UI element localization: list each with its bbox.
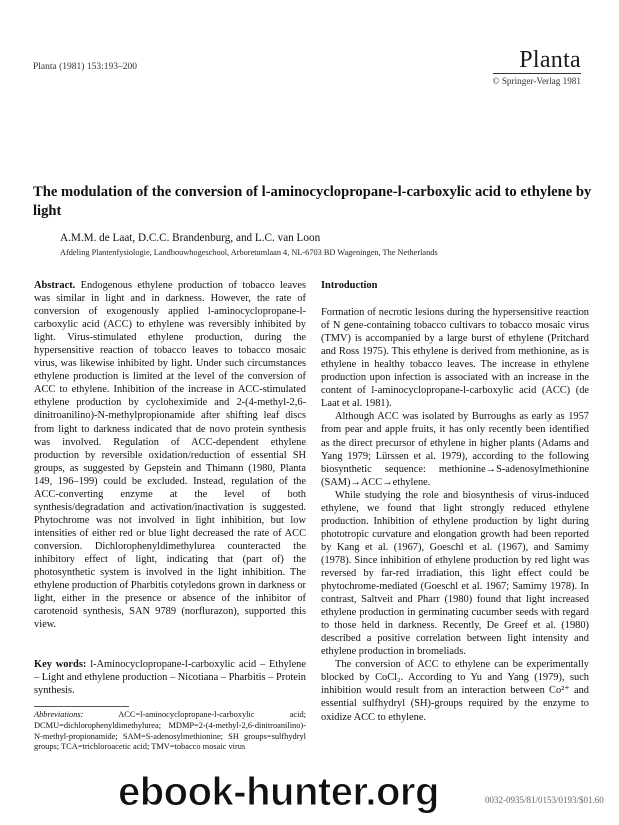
intro-paragraph: The conversion of ACC to ethylene can be experimentally blocked by CoCl₂. According to Yu and Yang (1979), such inhibition would result from an interaction between Co²⁺ and essential sulfhydryl (SH)-groups required by the enzyme to oxidize ACC to ethylene. (321, 659, 589, 723)
abbreviations-text: ACC=l-aminocyclopropane-l-carboxylic acid; DCMU=dichlorophenyldimethylurea; MDMP=2-(4-methyl-2,6-dinitroanilino)-N-methyl-propionamide; SAM=S-adenosylmethionine; SH groups=sulfhydryl groups; TCA=trichloroacetic acid; TMV=tobacco mosaic virus (34, 710, 306, 752)
keywords-text: l-Aminocyclopropane-l-carboxylic acid – Ethylene – Light and ethylene production – Nicotiana – Pharbitis – Protein synthesis. (34, 659, 306, 697)
journal-citation: Planta (1981) 153:193–200 (33, 62, 137, 72)
footnote-rule (34, 706, 129, 707)
keywords-label: Key words: (34, 659, 87, 670)
introduction-heading: Introduction (321, 280, 378, 291)
introduction-section (321, 279, 589, 724)
author-list: A.M.M. de Laat, D.C.C. Brandenburg, and L.C. van Loon (60, 232, 321, 244)
logo-rule (493, 73, 581, 74)
watermark: ebook-hunter.org (118, 770, 439, 814)
abbreviations-label: Abbreviations: (34, 710, 84, 719)
intro-paragraph: Although ACC was isolated by Burroughs as early as 1957 from pear and apple fruits, it has only recently been identified as the direct precursor of ethylene in higher plants (Adams and Yang 1979; Lürssen et al. 1979), according to the following biosynthetic sequence: methionine→S-adenosylmethionine (SAM)→ACC→ethylene. (321, 411, 589, 488)
journal-logo: Planta (519, 47, 581, 73)
abstract-text: Endogenous ethylene production of tobacco leaves was similar in light and in darkness. However, the rate of conversion of exogenously applied l-aminocyclopropane-l-carboxylic acid (ACC) to ethylene was reversibly inhibited by light. Virus-stimulated ethylene production, during the hypersensitive reaction of tobacco leaves to tobacco mosaic virus, was likewise inhibited by light. Under such circumstances ethylene production is limited at the level of the conversion of ACC to ethylene. Inhibition of the increase in ACC-stimulated ethylene production by cycloheximide and 2-(4-methyl-2,6-dinitroanilino)-N-methylpropionamide after shifting leaf discs from light to darkness indicated that de novo protein synthesis was involved. Regulation of ACC-dependent ethylene production by reversible oxidation/reduction of essential SH groups, as suggested by Gepstein and Thimann (1980, Planta 149, 196–199) could be excluded. Instead, regulation of the ACC-converting enzyme at the level of both synthesis/degradation and activation/inactivation is suggested. Phytochrome was not involved in light inhibition, but low intensities of either red or blue light decreased the rate of ACC conversion. Dichlorophenyldimethylurea counteracted the inhibitory effect of light, indicating that (part of) the photosynthetic system is involved in the light inhibition. The ethylene production of Pharbitis cotyledons grown in darkness or light, either in the presence or absence of the inhibitor of carotenoid synthesis, SAN 9789 (norflurazon), supported this view. (34, 280, 306, 631)
keywords (34, 658, 306, 697)
abstract-label: Abstract. (34, 280, 76, 291)
publisher-copyright: © Springer-Verlag 1981 (492, 76, 581, 86)
affiliation: Afdeling Plantenfysiologie, Landbouwhogeschool, Arboretumlaan 4, NL-6703 BD Wageningen, The Netherlands (60, 248, 438, 257)
intro-paragraph: While studying the role and biosynthesis of virus-induced ethylene, we found that light strongly reduced ethylene production. Inhibition of ethylene production by light during phototropic curvature and elongation growth had been reported by Kang et al. (1967), Goeschl et al. (1967), and Samimy (1978). Since inhibition of ethylene production by red light was reversed by far-red irradiation, this light effect could be phytochrome-mediated (Goeschl et al. 1967; Samimy 1978). In contrast, Saltveit and Pharr (1980) found that light increased ethylene production in germinating cucumber seeds with regard to those held in darkness. Recently, De Greef et al. (1980) described a positive correlation between light intensity and ethylene production in bromeliads. (321, 489, 589, 658)
abbreviations-footnote (34, 710, 306, 753)
doi-code: 0032-0935/81/0153/0193/$01.60 (485, 795, 604, 805)
abstract (34, 279, 306, 631)
article-title: The modulation of the conversion of l-aminocyclopropane-l-carboxylic acid to ethylene by light (33, 184, 592, 219)
intro-paragraph: Formation of necrotic lesions during the hypersensitive reaction of N gene-containing tobacco cultivars to tobacco mosaic virus (TMV) is accompanied by a large burst of ethylene (Pritchard and Ross 1975). This ethylene is derived from methionine, as is ethylene in healthy tobacco leaves. The increase in ethylene production upon infection is associated with an increase in the content of l-aminocyclopropane-l-carboxylic acid (ACC) (de Laat et al. 1981). (321, 307, 589, 410)
